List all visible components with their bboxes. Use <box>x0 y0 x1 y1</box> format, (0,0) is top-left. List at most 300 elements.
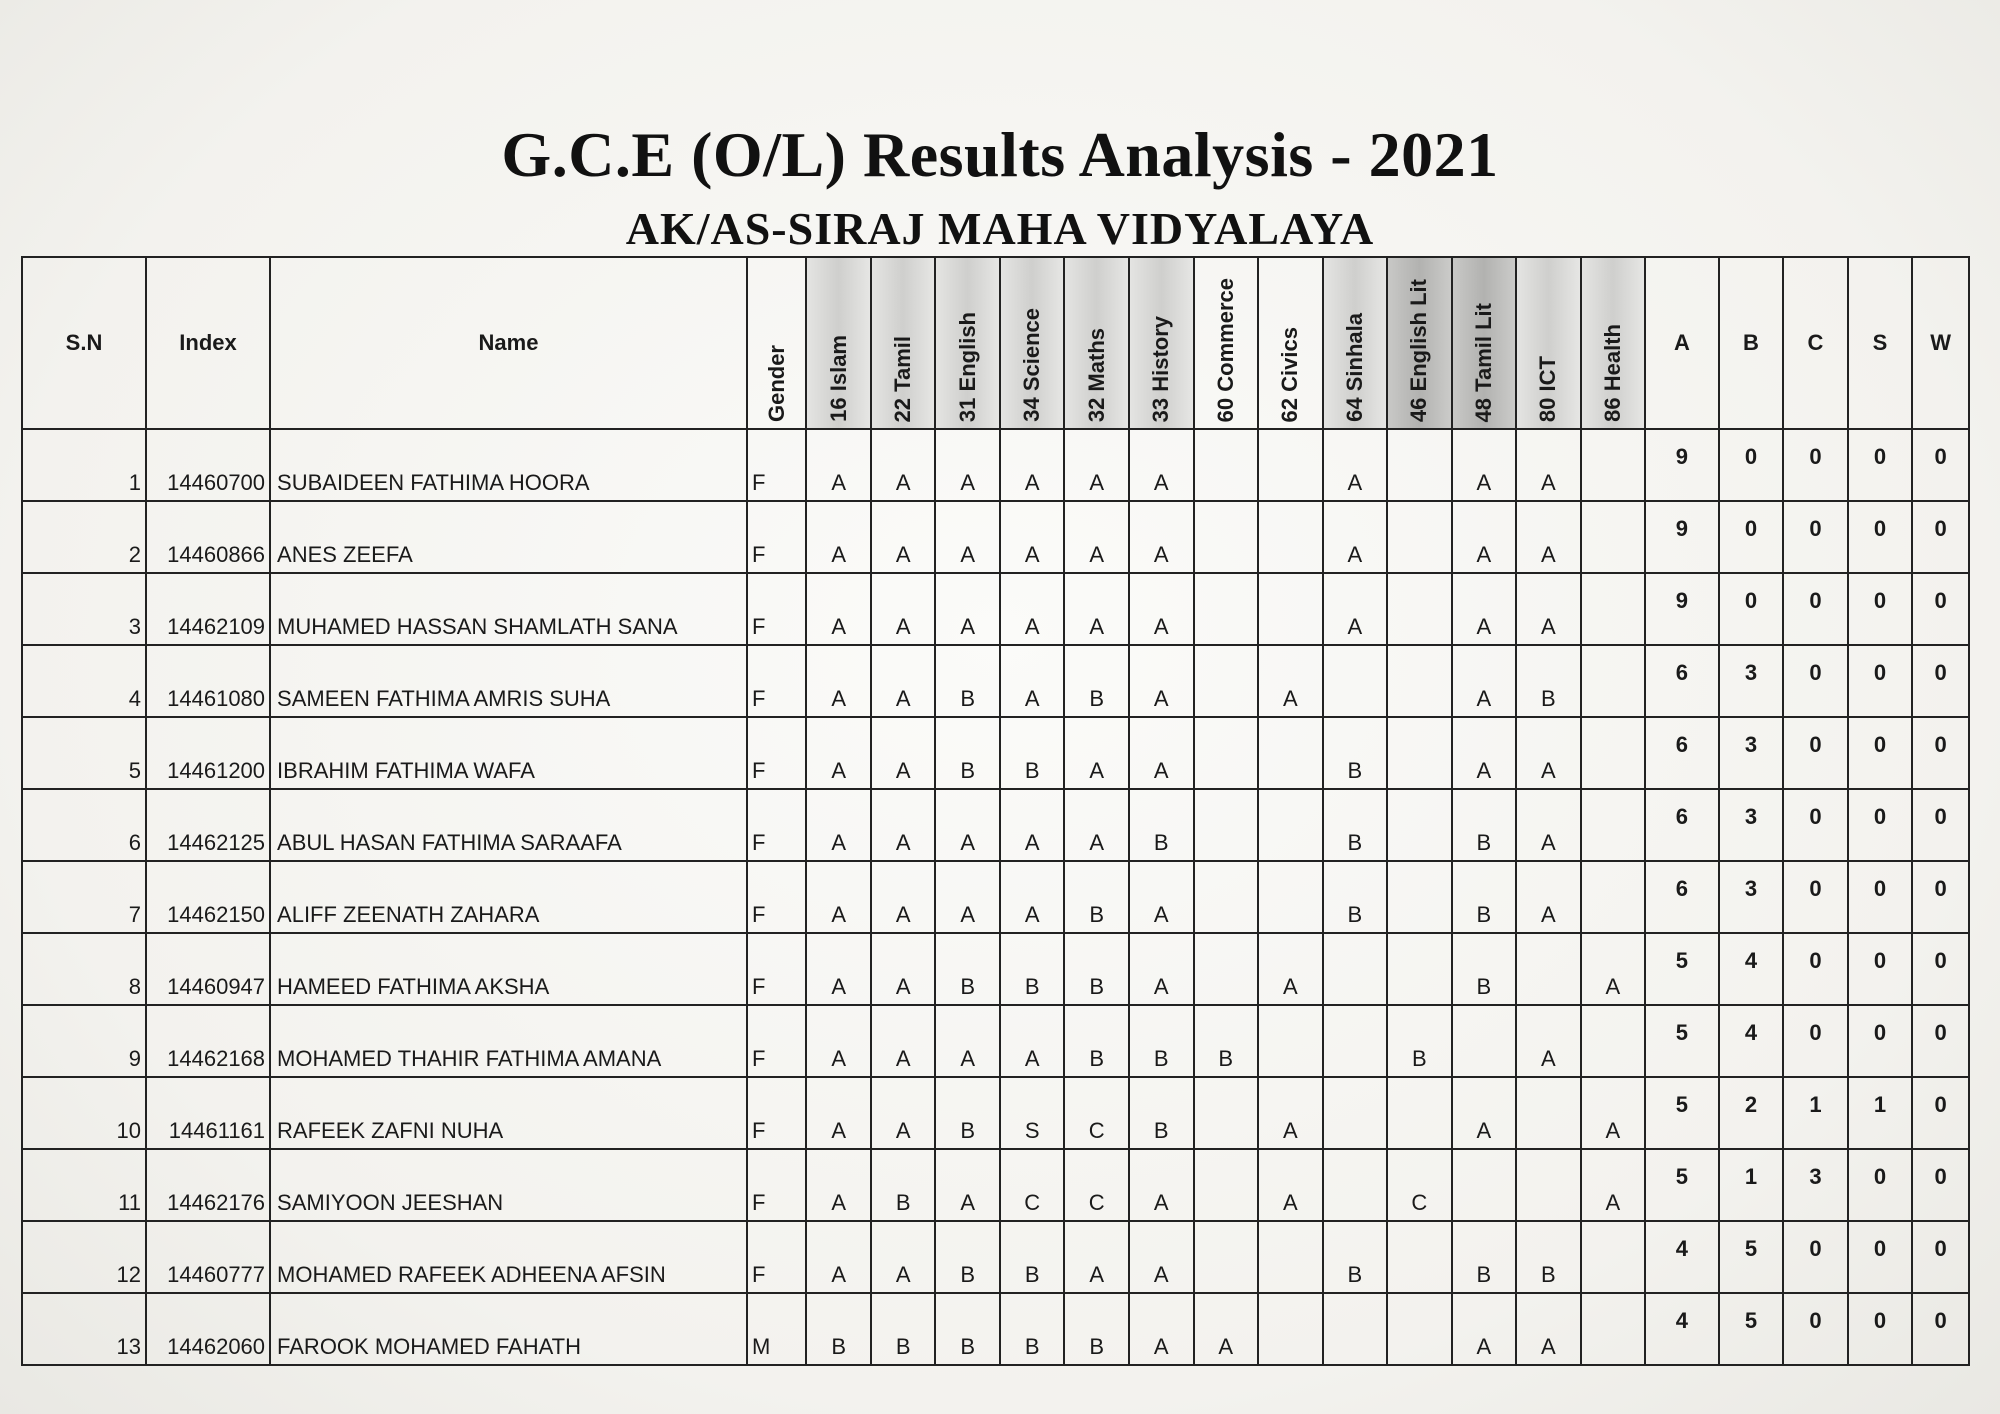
grade-cell <box>1581 789 1646 861</box>
count-cell: 0 <box>1719 573 1784 645</box>
grade-cell <box>1516 1077 1581 1149</box>
grade-cell: B <box>1064 1005 1129 1077</box>
header-subject <box>871 257 936 429</box>
grade-cell: A <box>1129 645 1194 717</box>
count-cell: 4 <box>1645 1221 1719 1293</box>
count-cell: 0 <box>1912 645 1969 717</box>
grade-cell: C <box>1000 1149 1065 1221</box>
grade-cell: A <box>1452 501 1517 573</box>
header-count-a: A <box>1645 257 1719 429</box>
header-count-w: W <box>1912 257 1969 429</box>
count-cell: 9 <box>1645 429 1719 501</box>
table-row <box>22 861 1969 933</box>
table-row <box>22 1293 1969 1365</box>
header-subject <box>1194 257 1259 429</box>
count-cell: 0 <box>1848 1005 1913 1077</box>
grade-cell <box>1581 861 1646 933</box>
count-cell: 0 <box>1783 789 1848 861</box>
gender-cell: F <box>747 933 806 1005</box>
grade-cell: A <box>1129 501 1194 573</box>
grade-cell <box>1387 789 1452 861</box>
grade-cell <box>1194 501 1259 573</box>
grade-cell: B <box>1000 1221 1065 1293</box>
grade-cell: B <box>1129 1005 1194 1077</box>
index-number: 14462060 <box>146 1293 270 1365</box>
index-number: 14460777 <box>146 1221 270 1293</box>
grade-cell: A <box>1064 717 1129 789</box>
grade-cell: A <box>1258 1077 1323 1149</box>
count-cell: 4 <box>1645 1293 1719 1365</box>
grade-cell <box>1194 573 1259 645</box>
subject-code: 31 <box>954 397 980 422</box>
count-cell: 5 <box>1719 1293 1784 1365</box>
grade-cell: A <box>1516 573 1581 645</box>
count-cell: 0 <box>1783 717 1848 789</box>
grade-cell <box>1258 501 1323 573</box>
grade-cell <box>1452 1149 1517 1221</box>
count-cell: 3 <box>1719 717 1784 789</box>
grade-cell <box>1387 717 1452 789</box>
count-cell: 0 <box>1719 429 1784 501</box>
grade-cell: A <box>1452 573 1517 645</box>
count-cell: 0 <box>1848 789 1913 861</box>
grade-cell: C <box>1064 1077 1129 1149</box>
subject-label <box>826 335 852 422</box>
index-number: 14462176 <box>146 1149 270 1221</box>
count-cell: 0 <box>1912 933 1969 1005</box>
header-subject <box>1323 257 1388 429</box>
table-row <box>22 645 1969 717</box>
grade-cell: A <box>1064 789 1129 861</box>
grade-cell <box>1258 573 1323 645</box>
count-cell: 3 <box>1719 861 1784 933</box>
count-cell: 0 <box>1912 861 1969 933</box>
grade-cell: A <box>935 429 1000 501</box>
count-cell: 0 <box>1848 717 1913 789</box>
grade-cell: A <box>1129 717 1194 789</box>
grade-cell: B <box>1452 933 1517 1005</box>
header-subject <box>1581 257 1646 429</box>
grade-cell: A <box>1258 645 1323 717</box>
grade-cell: A <box>1516 717 1581 789</box>
grade-cell: A <box>871 717 936 789</box>
header-gender-label: Gender <box>763 344 789 422</box>
grade-cell: B <box>1323 1221 1388 1293</box>
grade-cell <box>1581 429 1646 501</box>
subject-name: Health <box>1599 324 1625 392</box>
grade-cell <box>1387 501 1452 573</box>
grade-cell <box>1387 1077 1452 1149</box>
serial-number: 7 <box>22 861 146 933</box>
grade-cell: A <box>871 645 936 717</box>
grade-cell: B <box>1064 645 1129 717</box>
grade-cell: A <box>1516 1005 1581 1077</box>
student-name: SAMIYOON JEESHAN <box>270 1149 747 1221</box>
grade-cell: A <box>871 933 936 1005</box>
serial-number: 5 <box>22 717 146 789</box>
grade-cell <box>1258 1293 1323 1365</box>
serial-number: 8 <box>22 933 146 1005</box>
grade-cell <box>1516 1149 1581 1221</box>
count-cell: 1 <box>1719 1149 1784 1221</box>
count-cell: 0 <box>1912 1293 1969 1365</box>
serial-number: 11 <box>22 1149 146 1221</box>
gender-cell: F <box>747 717 806 789</box>
table-row <box>22 573 1969 645</box>
grade-cell: A <box>806 1149 871 1221</box>
subject-name: Tamil <box>890 335 916 392</box>
student-name: MOHAMED THAHIR FATHIMA AMANA <box>270 1005 747 1077</box>
header-index: Index <box>146 257 270 429</box>
subject-name: Maths <box>1083 327 1109 392</box>
grade-cell: A <box>1516 1293 1581 1365</box>
serial-number: 4 <box>22 645 146 717</box>
gender-cell: F <box>747 501 806 573</box>
subject-code: 22 <box>890 397 916 422</box>
grade-cell: A <box>935 501 1000 573</box>
grade-cell <box>1581 501 1646 573</box>
subject-code: 60 <box>1212 397 1238 422</box>
grade-cell: B <box>935 1293 1000 1365</box>
grade-cell: A <box>1581 933 1646 1005</box>
table-row <box>22 1005 1969 1077</box>
header-gender <box>747 257 806 429</box>
index-number: 14462125 <box>146 789 270 861</box>
grade-cell <box>1194 789 1259 861</box>
grade-cell: A <box>1129 861 1194 933</box>
header-subject <box>1258 257 1323 429</box>
header-row <box>22 257 1969 429</box>
gender-cell: F <box>747 1005 806 1077</box>
grade-cell: A <box>1000 501 1065 573</box>
grade-cell: A <box>1452 717 1517 789</box>
grade-cell <box>1194 645 1259 717</box>
header-subject <box>935 257 1000 429</box>
count-cell: 0 <box>1783 645 1848 717</box>
results-table <box>21 256 1970 1366</box>
grade-cell: A <box>1452 1293 1517 1365</box>
header-subject <box>1064 257 1129 429</box>
grade-cell: A <box>1064 429 1129 501</box>
count-cell: 1 <box>1783 1077 1848 1149</box>
grade-cell: B <box>935 933 1000 1005</box>
serial-number: 3 <box>22 573 146 645</box>
gender-cell: F <box>747 1149 806 1221</box>
grade-cell: A <box>871 789 936 861</box>
grade-cell: A <box>806 1005 871 1077</box>
results-body <box>22 429 1969 1365</box>
count-cell: 9 <box>1645 573 1719 645</box>
grade-cell: A <box>871 1005 936 1077</box>
grade-cell <box>1258 861 1323 933</box>
subject-name: Science <box>1019 308 1045 392</box>
grade-cell: A <box>806 573 871 645</box>
grade-cell: A <box>1129 429 1194 501</box>
grade-cell: B <box>1000 717 1065 789</box>
count-cell: 0 <box>1912 1149 1969 1221</box>
header-count-s: S <box>1848 257 1913 429</box>
grade-cell: A <box>1064 1221 1129 1293</box>
grade-cell: A <box>1516 861 1581 933</box>
count-cell: 0 <box>1848 645 1913 717</box>
grade-cell <box>1387 933 1452 1005</box>
grade-cell <box>1323 933 1388 1005</box>
count-cell: 0 <box>1912 1077 1969 1149</box>
student-name: SAMEEN FATHIMA AMRIS SUHA <box>270 645 747 717</box>
serial-number: 10 <box>22 1077 146 1149</box>
count-cell: 0 <box>1848 1221 1913 1293</box>
student-name: MOHAMED RAFEEK ADHEENA AFSIN <box>270 1221 747 1293</box>
grade-cell <box>1194 933 1259 1005</box>
grade-cell: A <box>1064 501 1129 573</box>
grade-cell: A <box>1581 1149 1646 1221</box>
header-count-b: B <box>1719 257 1784 429</box>
count-cell: 0 <box>1848 861 1913 933</box>
grade-cell <box>1581 645 1646 717</box>
gender-cell: F <box>747 429 806 501</box>
grade-cell <box>1258 717 1323 789</box>
grade-cell: A <box>1323 429 1388 501</box>
subject-label <box>1406 279 1432 422</box>
school-name: AK/AS-SIRAJ MAHA VIDYALAYA <box>625 203 1375 254</box>
header-subject <box>806 257 871 429</box>
grade-cell: A <box>1258 933 1323 1005</box>
table-row <box>22 789 1969 861</box>
grade-cell: B <box>1064 933 1129 1005</box>
serial-number: 2 <box>22 501 146 573</box>
student-name: ABUL HASAN FATHIMA SARAAFA <box>270 789 747 861</box>
subject-name: Tamil Lit <box>1470 302 1496 392</box>
serial-number: 13 <box>22 1293 146 1365</box>
grade-cell: B <box>1064 1293 1129 1365</box>
count-cell: 6 <box>1645 717 1719 789</box>
grade-cell <box>1194 861 1259 933</box>
grade-cell: A <box>1000 1005 1065 1077</box>
subject-name: English Lit <box>1406 278 1432 392</box>
grade-cell: A <box>1194 1293 1259 1365</box>
grade-cell: A <box>871 501 936 573</box>
table-row <box>22 933 1969 1005</box>
count-cell: 0 <box>1719 501 1784 573</box>
count-cell: 6 <box>1645 789 1719 861</box>
count-cell: 0 <box>1848 1149 1913 1221</box>
student-name: IBRAHIM FATHIMA WAFA <box>270 717 747 789</box>
grade-cell: A <box>1323 573 1388 645</box>
index-number: 14460700 <box>146 429 270 501</box>
grade-cell <box>1387 1221 1452 1293</box>
grade-cell: B <box>1000 1293 1065 1365</box>
student-name: FAROOK MOHAMED FAHATH <box>270 1293 747 1365</box>
gender-cell: F <box>747 1077 806 1149</box>
count-cell: 5 <box>1645 933 1719 1005</box>
grade-cell <box>1194 1149 1259 1221</box>
count-cell: 0 <box>1783 429 1848 501</box>
grade-cell: A <box>806 717 871 789</box>
grade-cell: B <box>806 1293 871 1365</box>
index-number: 14461200 <box>146 717 270 789</box>
subject-name: ICT <box>1535 355 1561 392</box>
grade-cell: A <box>1000 645 1065 717</box>
grade-cell: A <box>1581 1077 1646 1149</box>
grade-cell: A <box>1000 573 1065 645</box>
count-cell: 0 <box>1912 429 1969 501</box>
grade-cell: B <box>1129 1077 1194 1149</box>
header-sn: S.N <box>22 257 146 429</box>
subject-label <box>1342 313 1368 422</box>
subject-label <box>1600 324 1626 422</box>
grade-cell: A <box>806 1077 871 1149</box>
subject-label <box>1471 303 1497 422</box>
count-cell: 5 <box>1645 1077 1719 1149</box>
count-cell: 6 <box>1645 861 1719 933</box>
grade-cell: A <box>1064 573 1129 645</box>
subject-label <box>1277 327 1303 422</box>
gender-cell: F <box>747 789 806 861</box>
subject-code: 80 <box>1535 397 1561 422</box>
grade-cell <box>1516 933 1581 1005</box>
grade-cell: B <box>1064 861 1129 933</box>
grade-cell: B <box>1516 645 1581 717</box>
count-cell: 0 <box>1783 501 1848 573</box>
grade-cell: B <box>935 717 1000 789</box>
grade-cell: S <box>1000 1077 1065 1149</box>
grade-cell: A <box>935 573 1000 645</box>
count-cell: 4 <box>1719 933 1784 1005</box>
table-row <box>22 717 1969 789</box>
count-cell: 0 <box>1848 933 1913 1005</box>
count-cell: 3 <box>1783 1149 1848 1221</box>
grade-cell: C <box>1064 1149 1129 1221</box>
header-subject <box>1516 257 1581 429</box>
header-subject <box>1452 257 1517 429</box>
grade-cell <box>1387 429 1452 501</box>
grade-cell: A <box>935 1005 1000 1077</box>
serial-number: 9 <box>22 1005 146 1077</box>
count-cell: 0 <box>1912 789 1969 861</box>
count-cell: 0 <box>1848 573 1913 645</box>
grade-cell: A <box>871 573 936 645</box>
grade-cell: A <box>1129 1149 1194 1221</box>
count-cell: 0 <box>1912 573 1969 645</box>
count-cell: 5 <box>1719 1221 1784 1293</box>
grade-cell: A <box>1452 645 1517 717</box>
grade-cell <box>1387 1293 1452 1365</box>
gender-cell: F <box>747 861 806 933</box>
student-name: RAFEEK ZAFNI NUHA <box>270 1077 747 1149</box>
grade-cell <box>1258 429 1323 501</box>
grade-cell <box>1581 717 1646 789</box>
grade-cell <box>1581 1293 1646 1365</box>
grade-cell <box>1258 789 1323 861</box>
grade-cell: A <box>1000 861 1065 933</box>
subject-label <box>1213 278 1239 422</box>
grade-cell <box>1452 1005 1517 1077</box>
grade-cell: A <box>871 1221 936 1293</box>
count-cell: 2 <box>1719 1077 1784 1149</box>
table-row <box>22 1149 1969 1221</box>
grade-cell: A <box>1000 789 1065 861</box>
grade-cell <box>1323 1149 1388 1221</box>
grade-cell: A <box>935 1149 1000 1221</box>
count-cell: 6 <box>1645 645 1719 717</box>
index-number: 14462150 <box>146 861 270 933</box>
grade-cell <box>1387 573 1452 645</box>
subject-name: English <box>954 311 980 392</box>
grade-cell: A <box>871 429 936 501</box>
grade-cell <box>1194 1077 1259 1149</box>
grade-cell: B <box>1452 789 1517 861</box>
grade-cell: A <box>1258 1149 1323 1221</box>
count-cell: 3 <box>1719 645 1784 717</box>
count-cell: 4 <box>1719 1005 1784 1077</box>
subject-code: 32 <box>1083 397 1109 422</box>
grade-cell: B <box>1323 861 1388 933</box>
subject-code: 33 <box>1148 397 1174 422</box>
grade-cell: A <box>1129 573 1194 645</box>
grade-cell: B <box>1323 717 1388 789</box>
subject-label <box>1148 316 1174 422</box>
grade-cell: B <box>1387 1005 1452 1077</box>
grade-cell: A <box>1129 1221 1194 1293</box>
count-cell: 0 <box>1848 1293 1913 1365</box>
grade-cell: B <box>935 1221 1000 1293</box>
serial-number: 12 <box>22 1221 146 1293</box>
grade-cell <box>1387 645 1452 717</box>
count-cell: 0 <box>1912 501 1969 573</box>
index-number: 14462168 <box>146 1005 270 1077</box>
grade-cell <box>1323 645 1388 717</box>
subject-code: 16 <box>825 397 851 422</box>
grade-cell: A <box>806 645 871 717</box>
count-cell: 9 <box>1645 501 1719 573</box>
grade-cell: B <box>935 645 1000 717</box>
gender-cell: F <box>747 1221 806 1293</box>
count-cell: 0 <box>1848 429 1913 501</box>
index-number: 14462109 <box>146 573 270 645</box>
grade-cell: B <box>1516 1221 1581 1293</box>
grade-cell <box>1194 1221 1259 1293</box>
grade-cell: B <box>1000 933 1065 1005</box>
subject-code: 48 <box>1470 397 1496 422</box>
student-name: SUBAIDEEN FATHIMA HOORA <box>270 429 747 501</box>
grade-cell: B <box>1194 1005 1259 1077</box>
subject-label <box>1019 308 1045 422</box>
grade-cell: B <box>1129 789 1194 861</box>
grade-cell <box>1387 861 1452 933</box>
grade-cell: A <box>806 1221 871 1293</box>
grade-cell: A <box>1129 933 1194 1005</box>
gender-cell: F <box>747 573 806 645</box>
header-subject <box>1000 257 1065 429</box>
grade-cell: A <box>806 861 871 933</box>
grade-cell: A <box>1452 1077 1517 1149</box>
grade-cell: A <box>806 933 871 1005</box>
count-cell: 0 <box>1783 1005 1848 1077</box>
index-number: 14460947 <box>146 933 270 1005</box>
grade-cell: B <box>1452 861 1517 933</box>
grade-cell <box>1581 573 1646 645</box>
table-row <box>22 1077 1969 1149</box>
subject-code: 34 <box>1019 397 1045 422</box>
grade-cell <box>1581 1221 1646 1293</box>
student-name: ALIFF ZEENATH ZAHARA <box>270 861 747 933</box>
index-number: 14461161 <box>146 1077 270 1149</box>
count-cell: 0 <box>1783 933 1848 1005</box>
header-count-c: C <box>1783 257 1848 429</box>
grade-cell: A <box>935 789 1000 861</box>
subject-label <box>1084 328 1110 422</box>
grade-cell: A <box>935 861 1000 933</box>
